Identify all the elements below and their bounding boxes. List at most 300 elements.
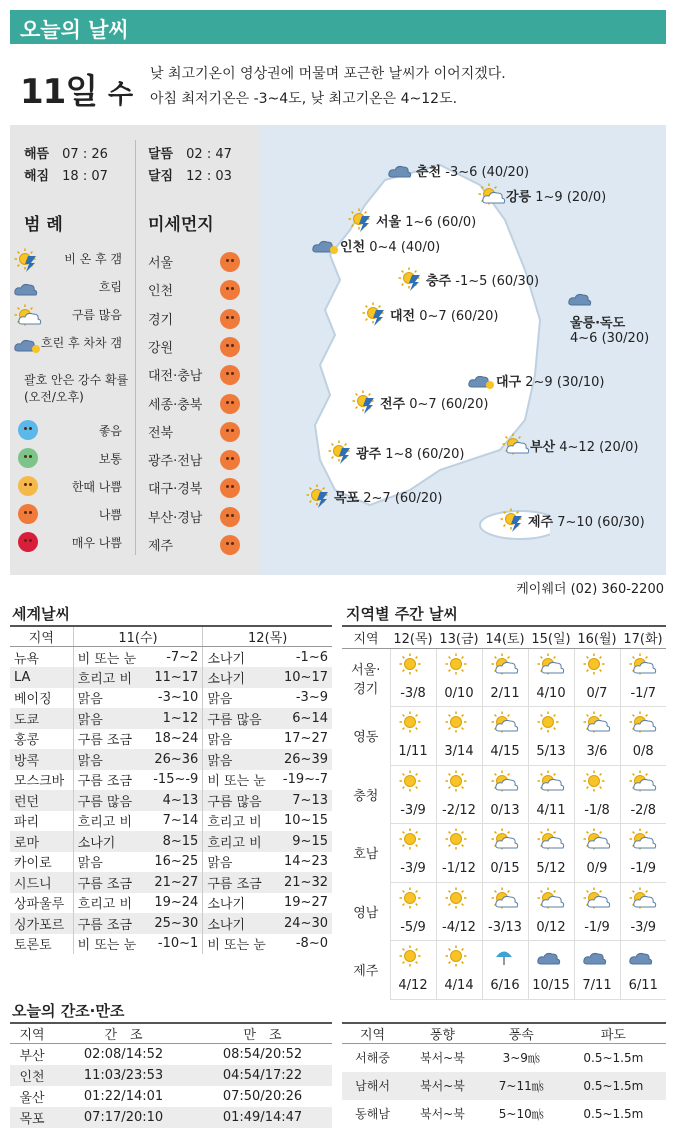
city-name: 제주 [528,515,554,530]
city-value: 1~8 (60/20) [385,447,465,462]
map-city [530,436,638,455]
city-value: 0~7 (60/20) [419,309,499,324]
partly-cloudy-icon [528,648,574,681]
col-low: 간 조 [54,1023,193,1044]
col-day: 13(금) [436,626,482,648]
temp-cell: -15~-9 [153,772,199,788]
partly-cloudy-icon [528,824,574,857]
dust-region [148,507,240,529]
sea-cell: 동해남 [355,1107,390,1121]
sun-icon [574,648,620,681]
weather-cell: 맑음 [203,688,275,709]
rain-then-clear-icon [362,302,388,324]
map-city [496,371,604,390]
cloudy-then-clear-icon [312,233,338,255]
dust-region-label: 경기 [148,312,174,328]
legend-item [14,248,122,270]
rain-then-clear-icon [306,484,332,506]
weekly-temp-row [342,681,666,707]
city-value: 4~6 (30/20) [570,331,650,346]
cloud-icon [620,941,666,974]
city-cell: 도쿄 [10,708,73,729]
temp-cell: 8~15 [145,831,203,852]
world-title: 세계날씨 [12,605,70,623]
sea-cell: 0.5~1.5m [583,1106,644,1121]
temp-cell: -3/13 [482,915,528,941]
dust-region-label: 제주 [148,539,174,554]
partly-cloudy-icon [482,707,528,740]
city-cell: 베이징 [14,692,52,708]
col-region: 지역 [342,626,390,648]
moonrise: 달뜸 02 : 47 [148,147,232,162]
temp-cell: 10~15 [284,813,328,829]
cloudy-then-clear-icon [14,332,40,352]
weather-cell: 구름 조금 [73,872,145,893]
table-row [10,729,332,750]
col-day: 17(화) [620,626,666,648]
sun-icon [390,941,436,974]
sun-icon [436,882,482,915]
weather-cell: 소나기 [203,667,275,688]
weekly-icon-row [342,707,666,740]
date [20,64,132,113]
temp-cell: -3/8 [390,681,436,707]
tide-cell: 울산 [19,1090,45,1106]
sun-icon [436,648,482,681]
temp-cell: 4/10 [528,681,574,707]
temp-cell: 2/11 [482,681,528,707]
dust-region-label: 서울 [148,256,174,271]
temp-cell: 17~27 [284,731,328,747]
map-city [390,305,498,324]
weather-cell: 비 또는 눈 [73,647,145,668]
table-row [10,872,332,893]
city-cell: 뉴욕 [14,651,40,667]
temp-cell: 6~14 [275,708,332,729]
cloudy-then-clear-icon [468,368,494,390]
partly-cloudy-icon [482,765,528,798]
tide-cell: 02:08/14:52 [83,1046,164,1062]
weather-cell: 비 또는 눈 [73,934,145,955]
city-cell: 런던 [10,790,73,811]
col-header: 파도 [561,1023,666,1044]
table-row [342,1044,666,1072]
city-name: 서울 [376,215,402,230]
cloud-icon [388,158,414,180]
temp-cell: -3~10 [157,690,199,706]
sun-icon [390,882,436,915]
weather-cell: 맑음 [73,688,145,709]
cloud-icon [574,941,620,974]
sea-cell: 남해서 [342,1072,403,1100]
temp-cell: 16~25 [154,854,199,870]
bad-face-icon [220,535,240,555]
table-row [342,1100,666,1128]
legend-item [14,276,122,298]
air-level-label: 한때 나쁨 [71,480,122,494]
dust-region-label: 대구·경북 [148,482,203,498]
city-cell: 모스크바 [14,774,65,790]
weather-cell: 소나기 [203,893,275,914]
table-row [10,811,332,832]
credit: 케이웨더 (02) 360-2200 [516,582,664,597]
face-icon [18,532,38,552]
bad-face-icon [220,478,240,498]
bad-face-icon [220,365,240,385]
air-level-item [14,504,122,526]
temp-cell: -19~-7 [282,772,328,788]
temp-cell: 1~12 [145,708,203,729]
rain-then-clear-icon [328,440,354,462]
temp-cell: 6/16 [482,973,528,999]
temp-cell: 1/11 [390,739,436,765]
tide-cell: 04:54/17:22 [193,1065,332,1086]
tide-cell: 인천 [10,1065,54,1086]
dust-region-label: 전북 [148,425,174,441]
table-row [10,1107,332,1128]
sea-cell: 북서~북 [403,1072,482,1100]
sea-cell: 3~9㎧ [502,1051,540,1066]
partly-cloudy-icon [528,882,574,915]
map-city [570,312,649,346]
region-cell: 영남 [353,905,379,921]
face-icon [18,504,38,524]
temp-cell: 11~17 [145,667,203,688]
table-row [10,1044,332,1065]
weather-cell: 맑음 [73,708,145,729]
temp-cell: -10~1 [157,936,199,952]
city-value: 0~4 (40/0) [369,240,441,255]
table-row [10,790,332,811]
sun-icon [574,765,620,798]
air-level-label: 나쁨 [98,508,122,522]
map-city [426,270,539,289]
rain-then-clear-icon [352,390,378,412]
partly-cloudy-icon [482,882,528,915]
temp-cell: 14~23 [284,854,328,870]
weather-cell: 구름 조금 [203,872,275,893]
city-name: 울릉·독도 [570,316,626,331]
city-value: 2~9 (30/10) [525,375,605,390]
tide-table [10,1022,332,1128]
weekly-weather-table [342,625,666,1000]
table-row [10,688,332,709]
weather-cell: 구름 조금 [73,770,145,791]
weather-cell: 비 또는 눈 [203,934,275,955]
temp-cell: 7~13 [275,790,332,811]
partly-cloudy-icon [478,183,504,205]
temp-cell: 18~24 [154,731,199,747]
weekly-icon-row [342,941,666,974]
weekly-icon-row [342,648,666,681]
dust-region-label: 대전·충남 [148,369,203,385]
temp-cell: 19~27 [284,895,328,911]
city-value: 7~10 (60/30) [557,515,645,530]
temp-cell: 24~30 [275,913,332,934]
partly-cloudy-icon [14,304,40,324]
rain-then-clear-icon [14,248,40,268]
col-day1: 11(수) [73,626,203,647]
city-name: 대구 [496,375,522,390]
face-icon [18,448,38,468]
temp-cell: -1/9 [574,915,620,941]
tide-cell: 01:49/14:47 [193,1107,332,1128]
temp-cell: 21~27 [145,872,203,893]
dust-region [148,280,240,302]
sea-cell: 북서~북 [420,1051,465,1066]
weekly-temp-row [342,739,666,765]
partly-cloudy-icon [620,648,666,681]
weather-cell: 구름 조금 [73,913,145,934]
map-city [356,443,464,462]
weekly-temp-row [342,973,666,999]
temp-cell: -7~2 [166,649,199,665]
sunset: 해짐 18 : 07 [24,169,108,184]
col-day: 12(목) [390,626,436,648]
temp-cell: -8~0 [295,936,328,952]
dust-region [148,450,240,472]
page-header: 오늘의 날씨 [10,10,666,44]
map-city [340,236,440,255]
col-day: 16(월) [574,626,620,648]
table-header [10,1023,332,1044]
umbrella-icon [482,941,528,974]
legend-item [14,332,122,354]
temp-cell: -1/7 [620,681,666,707]
sea-cell: 0.5~1.5m [583,1050,644,1065]
temp-cell: 4/14 [436,973,482,999]
temp-cell: -3/9 [390,798,436,824]
tide-cell: 07:50/20:26 [222,1088,303,1104]
bad-face-icon [220,394,240,414]
city-name: 춘천 [416,165,442,180]
sun-icon [436,765,482,798]
city-value: 1~6 (60/0) [405,215,477,230]
weather-cell: 흐리고 비 [203,831,275,852]
col-day2: 12(목) [203,626,332,647]
temp-cell: 26~36 [145,749,203,770]
temp-cell: 3/14 [436,739,482,765]
sunrise: 해뜸 07 : 26 [24,147,108,162]
temp-cell: 6/11 [620,973,666,999]
bad-face-icon [220,309,240,329]
legend-note: 괄호 안은 강수 확률 (오전/오후) [24,373,129,404]
tide-cell: 07:17/20:10 [54,1107,193,1128]
summary-line-2: 아침 최저기온은 -3~4도, 낮 최고기온은 4~12도. [150,91,458,107]
sun-icon [390,648,436,681]
map-city [506,186,606,205]
cloud-icon [528,941,574,974]
weather-cell: 흐리고 비 [73,811,145,832]
air-level-label: 매우 나쁨 [71,536,122,550]
temp-cell: 26~39 [275,749,332,770]
table-row [10,1065,332,1086]
temp-cell: 10/15 [528,973,574,999]
tide-cell: 부산 [19,1048,45,1064]
table-row [10,934,332,955]
city-cell: 토론토 [14,938,52,954]
weather-cell: 흐리고 비 [73,893,145,914]
city-name: 강릉 [506,190,532,205]
dust-title: 미세먼지 [148,215,214,235]
region-cell: 충청 [353,788,379,804]
temp-cell: 10~17 [275,667,332,688]
bad-face-icon [220,280,240,300]
temp-cell: -1/12 [436,856,482,882]
temp-cell: 0/15 [482,856,528,882]
table-row [10,1086,332,1107]
map-city [376,211,476,230]
col-high: 만 조 [193,1023,332,1044]
air-level-item [14,448,122,470]
temp-cell: 4/15 [482,739,528,765]
weather-cell: 구름 많음 [73,790,145,811]
dust-region [148,365,240,387]
temp-cell: -3/9 [390,856,436,882]
sun-icon [390,765,436,798]
panel-divider [135,140,136,555]
sea-cell: 북서~북 [420,1107,465,1121]
table-row [10,667,332,688]
bad-face-icon [220,507,240,527]
air-level-label: 보통 [98,452,122,466]
temp-cell: 5/13 [528,739,574,765]
col-region: 지역 [10,1023,54,1044]
summary [150,62,506,112]
rain-then-clear-icon [500,508,526,530]
face-icon [18,420,38,440]
weather-cell: 맑음 [73,749,145,770]
region-cell: 제주 [353,964,379,980]
dust-region [148,478,240,500]
city-cell: 카이로 [14,856,52,872]
air-level-item [14,476,122,498]
weekly-icon-row [342,824,666,857]
weather-cell: 소나기 [203,913,275,934]
table-row [10,852,332,873]
weekly-icon-row [342,882,666,915]
legend-title: 범 례 [24,215,63,235]
tide-cell: 08:54/20:52 [222,1046,303,1062]
temp-cell: 0/7 [574,681,620,707]
city-cell: 상파울루 [14,897,65,913]
table-row [10,770,332,791]
weather-cell: 맑음 [203,749,275,770]
region-cell: 호남 [353,847,379,863]
col-header: 지역 [342,1023,403,1044]
partly-cloudy-icon [574,707,620,740]
table-row [10,831,332,852]
cloud-icon [14,276,40,296]
bad-face-icon [220,337,240,357]
city-name: 광주 [356,447,382,462]
partly-cloudy-icon [502,433,528,455]
summary-line-1: 낮 최고기온이 영상권에 머물며 포근한 날씨가 이어지겠다. [150,66,506,82]
world-weather-table [10,625,332,954]
weather-cell: 소나기 [203,647,275,668]
col-header: 풍속 [482,1023,561,1044]
partly-cloudy-icon [528,765,574,798]
air-level-label: 좋음 [98,424,122,438]
city-value: 0~7 (60/20) [409,397,489,412]
dust-region-label: 광주·전남 [148,454,203,470]
temp-cell: 9~15 [275,831,332,852]
city-value: -3~6 (40/20) [445,165,530,180]
city-cell: 싱가포르 [10,913,73,934]
sea-cell: 0.5~1.5m [561,1072,666,1100]
partly-cloudy-icon [574,882,620,915]
map-city [416,161,529,180]
sea-cell: 서해중 [355,1051,390,1066]
temp-cell: 0/9 [574,856,620,882]
table-row [342,1072,666,1100]
temp-cell: 4/11 [528,798,574,824]
dust-region [148,535,240,557]
weekday: 수 [108,80,133,110]
city-cell: 로마 [10,831,73,852]
air-level-item [14,420,122,442]
day: 11일 [20,72,98,112]
col-region: 지역 [10,626,73,647]
temp-cell: -1~6 [295,649,328,665]
air-level-item [14,532,122,554]
weather-cell: 구름 많음 [203,790,275,811]
rain-then-clear-icon [348,208,374,230]
dust-region [148,252,240,274]
city-name: 목포 [334,491,360,506]
city-name: 부산 [530,440,556,455]
temp-cell: 21~32 [275,872,332,893]
temp-cell: -5/9 [390,915,436,941]
partly-cloudy-icon [482,824,528,857]
partly-cloudy-icon [574,824,620,857]
temp-cell: 7~14 [162,813,199,829]
weather-cell: 맑음 [203,852,275,873]
weekly-temp-row [342,798,666,824]
weather-cell: 구름 조금 [73,729,145,750]
col-header: 풍향 [403,1023,482,1044]
legend-item [14,304,122,326]
city-cell: 방콕 [10,749,73,770]
partly-cloudy-icon [620,882,666,915]
table-row [10,647,332,668]
sun-icon [436,824,482,857]
sun-icon [436,707,482,740]
temp-cell: -3~9 [295,690,328,706]
col-day: 15(일) [528,626,574,648]
table-row [10,708,332,729]
legend-label: 구름 많음 [71,308,122,322]
bad-face-icon [220,422,240,442]
table-row [10,893,332,914]
temp-cell: -2/12 [436,798,482,824]
legend-label: 비 온 후 갬 [64,252,122,266]
dust-region [148,422,240,444]
map-city [334,487,442,506]
dust-region [148,309,240,331]
partly-cloudy-icon [620,707,666,740]
face-icon [18,476,38,496]
temp-cell: -1/8 [574,798,620,824]
dust-region-label: 부산·경남 [148,510,203,526]
partly-cloudy-icon [482,648,528,681]
weather-cell: 맑음 [203,729,275,750]
dust-region-label: 강원 [148,340,174,356]
region-cell: 영동 [353,730,379,746]
temp-cell: 5/12 [528,856,574,882]
dust-region-label: 인천 [148,284,174,300]
tide-cell: 목포 [10,1107,54,1128]
